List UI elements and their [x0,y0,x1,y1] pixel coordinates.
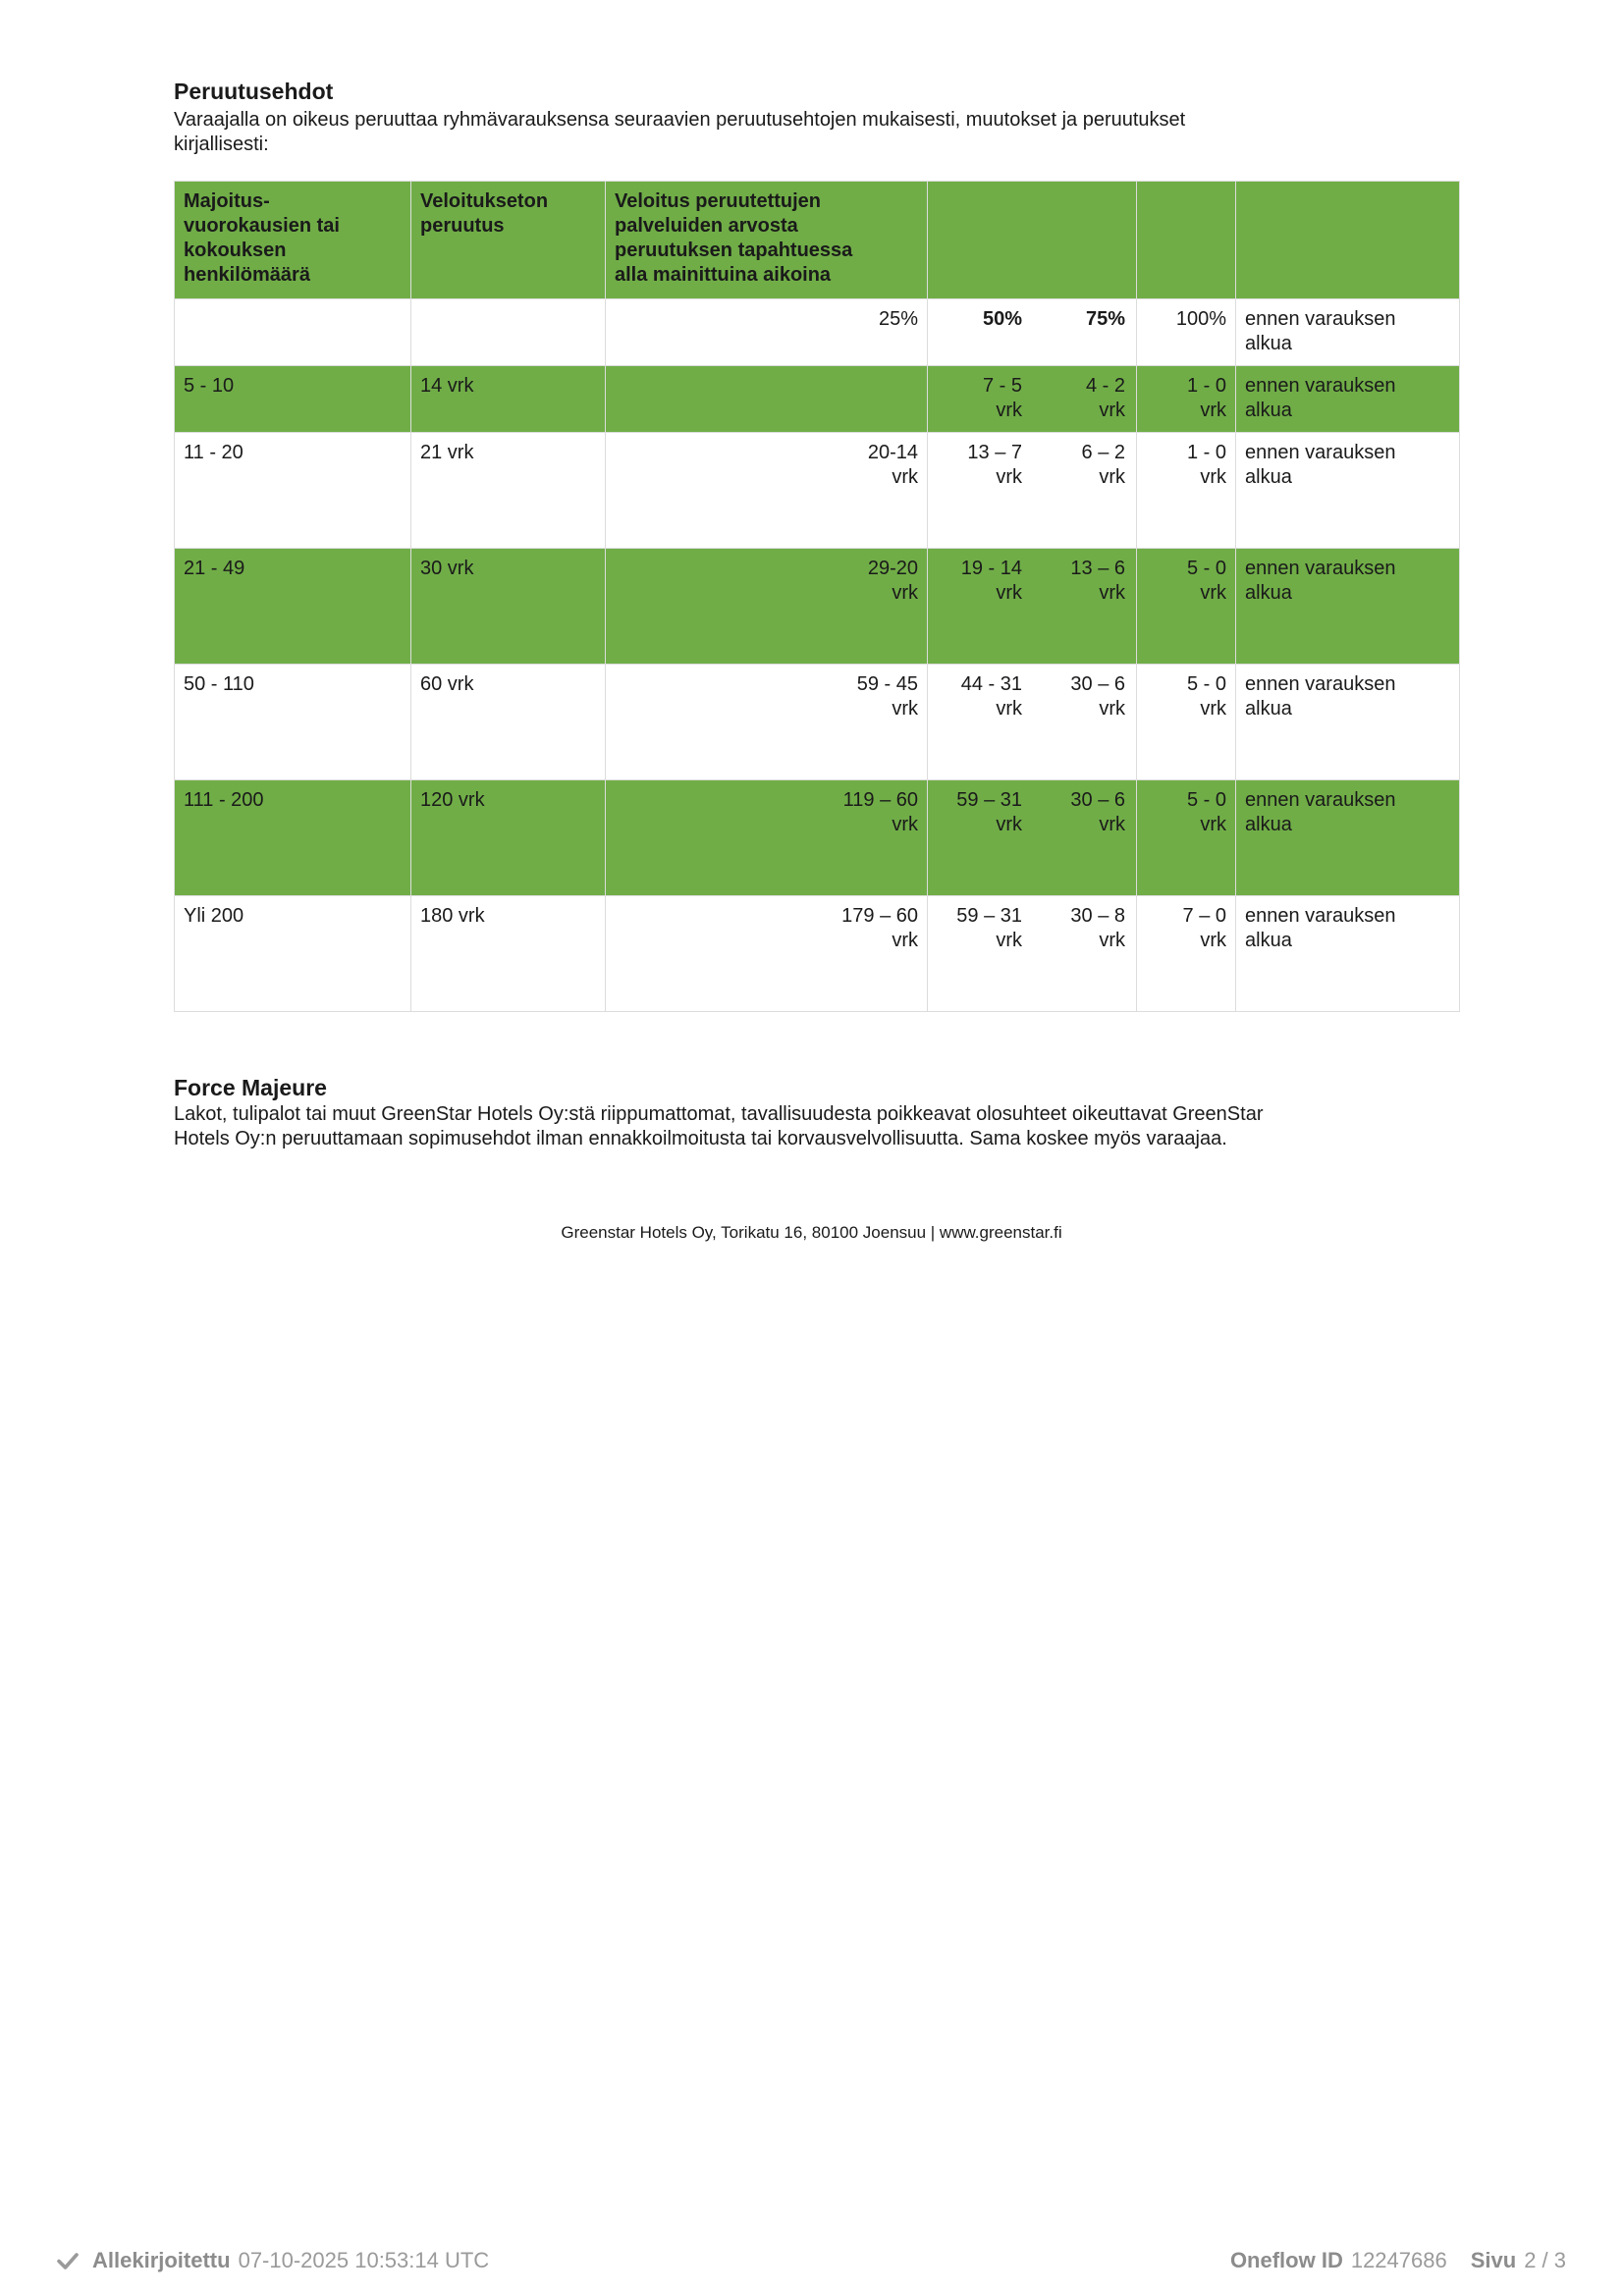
oneflow-label: Oneflow ID [1229,2248,1343,2272]
table-row [175,549,1460,665]
row-free: 180 vrk [411,896,606,1012]
row-note: ennen varauksen alkua [1236,366,1460,433]
table-row [175,896,1460,1012]
table-row [175,433,1460,549]
row-100: 1 - 0 vrk [1137,366,1236,433]
row-50-75 [928,433,1137,549]
percent-row-empty-1 [175,299,411,366]
footer-address: Greenstar Hotels Oy, Torikatu 16, 80100 Joensuu | www.greenstar.fi [561,1223,1062,1242]
row-25: 179 – 60 vrk [606,896,928,1012]
percent-75: 75% [1085,308,1125,330]
force-majeure-line-1: Lakot, tulipalot tai muut GreenStar Hotels Oy:stä riippumattomat, tavallisuudesta poikkeavat olosuhteet oikeuttavat GreenStar [174,1103,1264,1125]
oneflow-id: 12247686 [1350,2248,1447,2272]
row-100: 5 - 0 vrk [1137,780,1236,896]
row-25 [606,366,928,433]
row-50-75 [928,780,1137,896]
signature-bar [57,2248,1566,2279]
row-50: 59 – 31 vrk [956,905,1022,951]
row-100: 1 - 0 vrk [1137,433,1236,549]
table-header-row [175,182,1460,299]
cancellation-intro-line-1: Varaajalla on oikeus peruuttaa ryhmävarauksensa seuraavien peruutusehtojen mukaisesti, muutokset ja peruutukset [174,109,1186,131]
table-percent-row [175,299,1460,366]
percent-100: 100% [1137,299,1236,366]
page-number: 2 / 3 [1524,2248,1566,2272]
header-empty-1 [928,182,1137,299]
row-note: ennen varauksen alkua [1236,665,1460,780]
row-note: ennen varauksen alkua [1236,433,1460,549]
table-row [175,780,1460,896]
header-persons: Majoitus- vuorokausien tai kokouksen henkilömäärä [175,182,411,299]
row-75: 4 - 2 vrk [1085,375,1125,421]
row-note: ennen varauksen alkua [1236,896,1460,1012]
row-50-75 [928,896,1137,1012]
row-75: 6 – 2 vrk [1081,442,1125,488]
row-free: 21 vrk [411,433,606,549]
row-persons: 21 - 49 [175,549,411,665]
cancellation-intro-line-2: kirjallisesti: [174,133,269,155]
cancellation-title: Peruutusehdot [174,79,334,104]
row-note: ennen varauksen alkua [1236,780,1460,896]
force-majeure-line-2: Hotels Oy:n peruuttamaan sopimusehdot ilman ennakkoilmoitusta tai korvausvelvollisuutta. Sama koskee myös varaajaa. [174,1128,1227,1149]
row-25: 20-14 vrk [606,433,928,549]
percent-50-75-cell [928,299,1137,366]
percent-row-note: ennen varauksen alkua [1236,299,1460,366]
cancellation-intro [174,108,1460,157]
table-row [175,665,1460,780]
row-persons: Yli 200 [175,896,411,1012]
row-75: 13 – 6 vrk [1070,558,1125,604]
signed-label: Allekirjoitettu [92,2248,231,2272]
row-free: 30 vrk [411,549,606,665]
row-50-75 [928,549,1137,665]
row-25: 29-20 vrk [606,549,928,665]
header-charge: Veloitus peruutettujen palveluiden arvosta peruutuksen tapahtuessa alla mainittuina aikoina [606,182,928,299]
header-free-cancellation: Veloitukseton peruutus [411,182,606,299]
check-icon [57,2250,79,2271]
page-content [174,77,1460,1151]
force-majeure-title: Force Majeure [174,1075,327,1100]
row-free: 14 vrk [411,366,606,433]
row-50: 13 – 7 vrk [967,442,1022,488]
row-free: 60 vrk [411,665,606,780]
row-50: 59 – 31 vrk [956,789,1022,835]
header-empty-3 [1236,182,1460,299]
table-row [175,366,1460,433]
row-75: 30 – 6 vrk [1070,789,1125,835]
row-50-75 [928,665,1137,780]
row-free: 120 vrk [411,780,606,896]
row-25: 59 - 45 vrk [606,665,928,780]
row-50: 19 - 14 vrk [960,558,1022,604]
row-50: 7 - 5 vrk [982,375,1022,421]
row-persons: 5 - 10 [175,366,411,433]
header-empty-2 [1137,182,1236,299]
row-75: 30 – 8 vrk [1070,905,1125,951]
row-50-75 [928,366,1137,433]
row-note: ennen varauksen alkua [1236,549,1460,665]
row-25: 119 – 60 vrk [606,780,928,896]
cancellation-table [174,181,1460,1012]
row-persons: 11 - 20 [175,433,411,549]
percent-row-empty-2 [411,299,606,366]
page-label: Sivu [1470,2248,1517,2272]
percent-50: 50% [982,308,1022,330]
row-100: 5 - 0 vrk [1137,665,1236,780]
row-persons: 111 - 200 [175,780,411,896]
document-meta [1230,2248,1566,2273]
row-100: 5 - 0 vrk [1137,549,1236,665]
row-50: 44 - 31 vrk [960,673,1022,720]
row-persons: 50 - 110 [175,665,411,780]
signed-info [57,2248,489,2273]
force-majeure-text [174,1102,1460,1151]
row-75: 30 – 6 vrk [1070,673,1125,720]
row-100: 7 – 0 vrk [1137,896,1236,1012]
percent-25: 25% [606,299,928,366]
signed-time: 07-10-2025 10:53:14 UTC [238,2248,490,2272]
